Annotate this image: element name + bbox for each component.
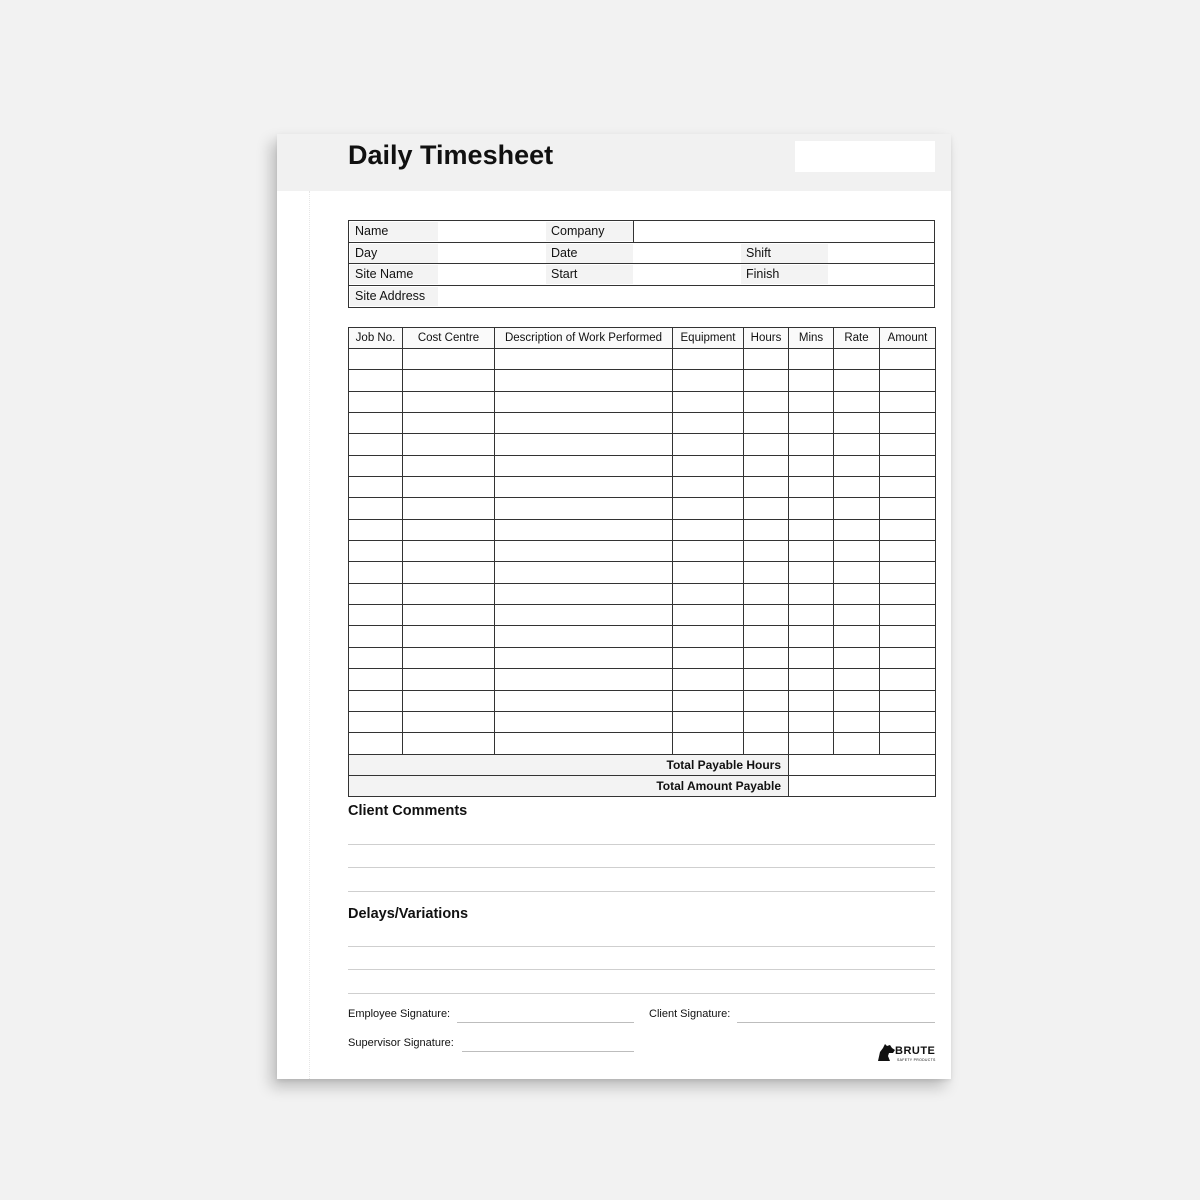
binding-line (309, 191, 310, 1079)
table-cell[interactable] (834, 690, 880, 711)
table-cell[interactable] (789, 349, 834, 370)
table-cell[interactable] (789, 647, 834, 668)
table-cell[interactable] (744, 541, 789, 562)
table-cell[interactable] (673, 349, 744, 370)
brand-logo (876, 1040, 938, 1064)
brand-tagline: SAFETY PRODUCTS (897, 1058, 936, 1062)
table-row (349, 733, 936, 754)
table-cell[interactable] (880, 541, 936, 562)
start-label: Start (546, 265, 633, 284)
table-row (349, 455, 936, 476)
table-row (349, 562, 936, 583)
table-cell[interactable] (673, 455, 744, 476)
table-row (349, 626, 936, 647)
table-cell[interactable] (834, 434, 880, 455)
table-cell[interactable] (834, 669, 880, 690)
table-cell[interactable] (673, 647, 744, 668)
table-cell[interactable] (495, 711, 673, 732)
table-cell[interactable] (744, 669, 789, 690)
table-cell[interactable] (880, 391, 936, 412)
table-cell[interactable] (789, 477, 834, 498)
table-cell[interactable] (880, 647, 936, 668)
table-cell[interactable] (349, 562, 403, 583)
table-cell[interactable] (403, 541, 495, 562)
comment-line[interactable] (348, 891, 935, 892)
table-cell[interactable] (403, 391, 495, 412)
table-cell[interactable] (673, 583, 744, 604)
col-header: Hours (744, 328, 789, 349)
table-cell[interactable] (789, 541, 834, 562)
table-cell[interactable] (789, 413, 834, 434)
total-amount-label: Total Amount Payable (349, 775, 789, 796)
table-cell[interactable] (880, 605, 936, 626)
table-cell[interactable] (834, 370, 880, 391)
table-cell[interactable] (349, 370, 403, 391)
table-cell[interactable] (834, 733, 880, 754)
timesheet-page (277, 134, 951, 1079)
table-cell[interactable] (673, 370, 744, 391)
total-amount-cell[interactable] (789, 775, 936, 796)
table-cell[interactable] (495, 413, 673, 434)
table-cell[interactable] (495, 541, 673, 562)
table-cell[interactable] (880, 413, 936, 434)
table-cell[interactable] (403, 690, 495, 711)
table-cell[interactable] (673, 562, 744, 583)
table-header-row (349, 328, 936, 349)
table-cell[interactable] (673, 434, 744, 455)
total-amount-row (349, 775, 936, 796)
table-cell[interactable] (673, 669, 744, 690)
table-cell[interactable] (834, 711, 880, 732)
table-cell[interactable] (403, 413, 495, 434)
table-cell[interactable] (789, 519, 834, 540)
table-cell[interactable] (834, 498, 880, 519)
day-label: Day (350, 244, 438, 263)
table-cell[interactable] (834, 391, 880, 412)
table-cell[interactable] (495, 455, 673, 476)
table-cell[interactable] (673, 690, 744, 711)
table-cell[interactable] (673, 413, 744, 434)
table-cell[interactable] (834, 349, 880, 370)
table-cell[interactable] (349, 434, 403, 455)
table-row (349, 711, 936, 732)
table-cell[interactable] (744, 413, 789, 434)
table-cell[interactable] (403, 455, 495, 476)
table-cell[interactable] (834, 541, 880, 562)
col-header: Rate (834, 328, 880, 349)
table-cell[interactable] (880, 434, 936, 455)
table-cell[interactable] (403, 733, 495, 754)
table-cell[interactable] (880, 455, 936, 476)
table-cell[interactable] (789, 711, 834, 732)
header-blank-box[interactable] (795, 141, 935, 172)
col-header: Cost Centre (403, 328, 495, 349)
site-name-label: Site Name (350, 265, 438, 284)
table-cell[interactable] (349, 498, 403, 519)
total-hours-cell[interactable] (789, 754, 936, 775)
table-cell[interactable] (834, 605, 880, 626)
employee-signature-line[interactable] (457, 1022, 634, 1023)
table-cell[interactable] (744, 583, 789, 604)
delay-line[interactable] (348, 969, 935, 970)
table-cell[interactable] (495, 519, 673, 540)
info-row-day (349, 243, 934, 265)
table-cell[interactable] (495, 562, 673, 583)
col-header: Description of Work Performed (495, 328, 673, 349)
info-row-name (349, 221, 934, 243)
info-row-site (349, 264, 934, 286)
table-cell[interactable] (403, 626, 495, 647)
table-cell[interactable] (880, 349, 936, 370)
table-cell[interactable] (495, 391, 673, 412)
table-cell[interactable] (880, 477, 936, 498)
table-row (349, 370, 936, 391)
table-cell[interactable] (834, 519, 880, 540)
dog-head-icon (876, 1042, 896, 1062)
table-cell[interactable] (403, 605, 495, 626)
col-header: Job No. (349, 328, 403, 349)
table-cell[interactable] (834, 626, 880, 647)
table-cell[interactable] (673, 733, 744, 754)
table-cell[interactable] (495, 477, 673, 498)
table-cell[interactable] (789, 669, 834, 690)
table-cell[interactable] (495, 583, 673, 604)
table-row (349, 647, 936, 668)
table-cell[interactable] (403, 349, 495, 370)
table-cell[interactable] (744, 733, 789, 754)
table-cell[interactable] (834, 455, 880, 476)
table-cell[interactable] (880, 711, 936, 732)
shift-label: Shift (741, 244, 828, 263)
supervisor-signature-label: Supervisor Signature: (348, 1037, 454, 1049)
table-cell[interactable] (403, 519, 495, 540)
table-cell[interactable] (789, 690, 834, 711)
table-row (349, 391, 936, 412)
table-cell[interactable] (880, 626, 936, 647)
table-cell[interactable] (834, 647, 880, 668)
table-cell[interactable] (495, 690, 673, 711)
table-cell[interactable] (789, 455, 834, 476)
brand-name: BRUTE (895, 1045, 936, 1057)
table-cell[interactable] (744, 605, 789, 626)
table-cell[interactable] (403, 669, 495, 690)
table-cell[interactable] (789, 391, 834, 412)
table-cell[interactable] (495, 626, 673, 647)
table-cell[interactable] (880, 583, 936, 604)
table-cell[interactable] (349, 541, 403, 562)
info-row-address (349, 286, 934, 308)
table-cell[interactable] (834, 583, 880, 604)
table-cell[interactable] (349, 669, 403, 690)
table-cell[interactable] (349, 413, 403, 434)
table-cell[interactable] (789, 626, 834, 647)
table-cell[interactable] (495, 733, 673, 754)
table-cell[interactable] (834, 477, 880, 498)
table-cell[interactable] (673, 498, 744, 519)
table-row (349, 519, 936, 540)
table-cell[interactable] (495, 434, 673, 455)
info-table (348, 220, 935, 308)
table-cell[interactable] (349, 690, 403, 711)
table-row (349, 434, 936, 455)
table-cell[interactable] (349, 647, 403, 668)
table-cell[interactable] (495, 647, 673, 668)
table-cell[interactable] (403, 477, 495, 498)
table-cell[interactable] (673, 626, 744, 647)
table-cell[interactable] (349, 605, 403, 626)
col-header: Amount (880, 328, 936, 349)
header-band (277, 134, 951, 191)
table-cell[interactable] (349, 519, 403, 540)
table-cell[interactable] (403, 498, 495, 519)
table-cell[interactable] (349, 583, 403, 604)
delay-line[interactable] (348, 946, 935, 947)
table-cell[interactable] (744, 626, 789, 647)
table-cell[interactable] (880, 498, 936, 519)
client-signature-label: Client Signature: (649, 1008, 731, 1020)
table-cell[interactable] (789, 434, 834, 455)
client-signature-line[interactable] (737, 1022, 935, 1023)
table-cell[interactable] (403, 434, 495, 455)
table-cell[interactable] (744, 711, 789, 732)
table-row (349, 669, 936, 690)
table-cell[interactable] (495, 498, 673, 519)
table-cell[interactable] (403, 647, 495, 668)
table-row (349, 583, 936, 604)
table-row (349, 605, 936, 626)
table-cell[interactable] (744, 647, 789, 668)
table-cell[interactable] (789, 733, 834, 754)
table-cell[interactable] (744, 477, 789, 498)
work-rows (349, 349, 936, 755)
comment-line[interactable] (348, 867, 935, 868)
table-cell[interactable] (495, 349, 673, 370)
table-cell[interactable] (673, 477, 744, 498)
table-cell[interactable] (744, 434, 789, 455)
comment-line[interactable] (348, 844, 935, 845)
total-hours-row (349, 754, 936, 775)
table-cell[interactable] (744, 562, 789, 583)
table-cell[interactable] (495, 370, 673, 391)
table-cell[interactable] (673, 605, 744, 626)
table-cell[interactable] (880, 669, 936, 690)
table-cell[interactable] (789, 370, 834, 391)
table-cell[interactable] (349, 626, 403, 647)
table-row (349, 690, 936, 711)
client-comments-title: Client Comments (348, 803, 468, 819)
table-cell[interactable] (673, 541, 744, 562)
name-label: Name (350, 222, 438, 241)
company-label: Company (546, 222, 633, 241)
table-cell[interactable] (673, 391, 744, 412)
table-cell[interactable] (403, 562, 495, 583)
table-cell[interactable] (403, 583, 495, 604)
work-table (348, 327, 936, 797)
table-cell[interactable] (880, 562, 936, 583)
table-cell[interactable] (744, 455, 789, 476)
table-cell[interactable] (880, 733, 936, 754)
table-cell[interactable] (744, 349, 789, 370)
site-address-label: Site Address (350, 287, 438, 306)
table-cell[interactable] (349, 391, 403, 412)
table-cell[interactable] (403, 711, 495, 732)
table-cell[interactable] (349, 455, 403, 476)
table-cell[interactable] (880, 370, 936, 391)
table-row (349, 498, 936, 519)
table-cell[interactable] (403, 370, 495, 391)
delays-title: Delays/Variations (348, 906, 469, 922)
table-cell[interactable] (789, 498, 834, 519)
supervisor-signature-line[interactable] (462, 1051, 634, 1052)
total-hours-label: Total Payable Hours (349, 754, 789, 775)
table-row (349, 541, 936, 562)
table-cell[interactable] (834, 562, 880, 583)
table-cell[interactable] (744, 519, 789, 540)
delay-line[interactable] (348, 993, 935, 994)
table-row (349, 349, 936, 370)
table-cell[interactable] (495, 605, 673, 626)
table-row (349, 413, 936, 434)
table-cell[interactable] (789, 583, 834, 604)
table-cell[interactable] (495, 669, 673, 690)
date-label: Date (546, 244, 633, 263)
table-cell[interactable] (744, 370, 789, 391)
table-cell[interactable] (349, 733, 403, 754)
table-cell[interactable] (349, 711, 403, 732)
table-cell[interactable] (880, 690, 936, 711)
table-cell[interactable] (673, 519, 744, 540)
col-header: Equipment (673, 328, 744, 349)
table-row (349, 477, 936, 498)
page-title: Daily Timesheet (348, 140, 554, 170)
table-cell[interactable] (744, 498, 789, 519)
table-cell[interactable] (349, 349, 403, 370)
finish-label: Finish (741, 265, 828, 284)
col-header: Mins (789, 328, 834, 349)
table-cell[interactable] (673, 711, 744, 732)
table-cell[interactable] (744, 391, 789, 412)
employee-signature-label: Employee Signature: (348, 1008, 451, 1020)
table-cell[interactable] (789, 562, 834, 583)
table-cell[interactable] (349, 477, 403, 498)
table-cell[interactable] (880, 519, 936, 540)
table-cell[interactable] (744, 690, 789, 711)
table-cell[interactable] (834, 413, 880, 434)
table-cell[interactable] (789, 605, 834, 626)
